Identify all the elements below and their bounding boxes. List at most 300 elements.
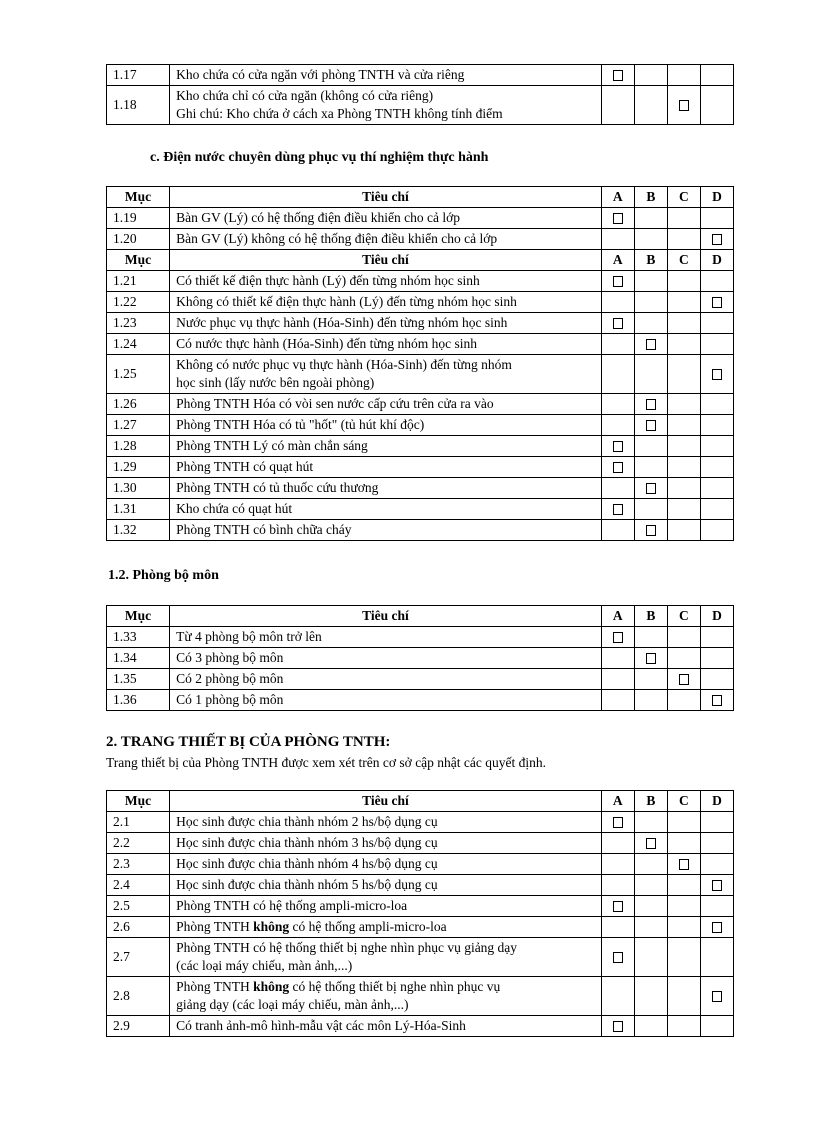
table-row — [107, 499, 734, 520]
mark-cell-a — [601, 478, 634, 499]
mark-cell-b — [634, 334, 667, 355]
criterion-line: Phòng TNTH Lý có màn chắn sáng — [176, 438, 368, 453]
table-header-row — [107, 250, 734, 271]
row-id: 2.3 — [107, 854, 170, 875]
criterion-line: Phòng TNTH Hóa có tủ "hốt" (tủ hút khí độc) — [176, 417, 425, 432]
row-criterion — [170, 334, 602, 355]
table-row — [107, 229, 734, 250]
mark-cell-d — [700, 499, 733, 520]
criterion-line: Kho chứa chỉ có cửa ngăn (không có cửa riêng) — [176, 88, 434, 103]
criterion-line: Có thiết kế điện thực hành (Lý) đến từng nhóm học sinh — [176, 273, 480, 288]
row-id: 1.36 — [107, 690, 170, 711]
mark-cell-a — [601, 292, 634, 313]
mark-cell-d — [700, 478, 733, 499]
criterion-line: Bàn GV (Lý) có hệ thống điện điều khiển cho cả lớp — [176, 210, 461, 225]
row-criterion — [170, 457, 602, 478]
criterion-line: Từ 4 phòng bộ môn trở lên — [176, 629, 322, 644]
mark-cell-d — [700, 394, 733, 415]
row-criterion — [170, 86, 602, 125]
header-muc: Mục — [107, 791, 170, 812]
mark-cell-c — [667, 271, 700, 292]
mark-cell-c — [667, 977, 700, 1016]
row-id: 1.21 — [107, 271, 170, 292]
mark-cell-a — [601, 394, 634, 415]
mark-cell-d — [700, 917, 733, 938]
mark-cell-c — [667, 1016, 700, 1037]
row-criterion — [170, 355, 602, 394]
header-c: C — [667, 606, 700, 627]
criterion-line: giảng dạy (các loại máy chiếu, màn ảnh,...) — [176, 997, 409, 1012]
mark-cell-a — [601, 896, 634, 917]
criterion-line: Phòng TNTH có tủ thuốc cứu thương — [176, 480, 379, 495]
mark-cell-b — [634, 229, 667, 250]
row-criterion — [170, 415, 602, 436]
mark-cell-c — [667, 627, 700, 648]
header-tieu-chi: Tiêu chí — [170, 187, 602, 208]
mark-cell-c — [667, 313, 700, 334]
mark-cell-d — [700, 355, 733, 394]
mark-cell-b — [634, 355, 667, 394]
table-row — [107, 896, 734, 917]
checkbox-icon[interactable] — [646, 525, 656, 536]
mark-cell-b — [634, 86, 667, 125]
header-d: D — [700, 187, 733, 208]
table-row — [107, 313, 734, 334]
table-row — [107, 917, 734, 938]
mark-cell-b — [634, 271, 667, 292]
checkbox-icon[interactable] — [613, 318, 623, 329]
table-row — [107, 875, 734, 896]
row-criterion — [170, 977, 602, 1016]
mark-cell-d — [700, 520, 733, 541]
mark-cell-a — [601, 648, 634, 669]
checkbox-icon[interactable] — [646, 420, 656, 431]
mark-cell-c — [667, 499, 700, 520]
table-row — [107, 415, 734, 436]
mark-cell-b — [634, 1016, 667, 1037]
criterion-line: Có 1 phòng bộ môn — [176, 692, 284, 707]
table-row — [107, 208, 734, 229]
mark-cell-d — [700, 436, 733, 457]
mark-cell-c — [667, 520, 700, 541]
checkbox-icon[interactable] — [712, 369, 722, 380]
mark-cell-d — [700, 229, 733, 250]
section-heading-2: 2. TRANG THIẾT BỊ CỦA PHÒNG TNTH: — [106, 734, 391, 750]
table-row — [107, 854, 734, 875]
mark-cell-c — [667, 457, 700, 478]
mark-cell-b — [634, 875, 667, 896]
header-d: D — [700, 606, 733, 627]
table-row — [107, 690, 734, 711]
mark-cell-d — [700, 875, 733, 896]
mark-cell-a — [601, 690, 634, 711]
mark-cell-d — [700, 648, 733, 669]
row-id: 1.27 — [107, 415, 170, 436]
mark-cell-b — [634, 415, 667, 436]
mark-cell-d — [700, 86, 733, 125]
mark-cell-a — [601, 977, 634, 1016]
mark-cell-d — [700, 938, 733, 977]
table-row — [107, 627, 734, 648]
table-row — [107, 86, 734, 125]
mark-cell-c — [667, 478, 700, 499]
criterion-line: Phòng TNTH có bình chữa cháy — [176, 522, 352, 537]
mark-cell-c — [667, 229, 700, 250]
table-row — [107, 355, 734, 394]
mark-cell-c — [667, 415, 700, 436]
mark-cell-b — [634, 292, 667, 313]
mark-cell-c — [667, 669, 700, 690]
mark-cell-d — [700, 313, 733, 334]
checkbox-icon[interactable] — [646, 339, 656, 350]
mark-cell-b — [634, 520, 667, 541]
mark-cell-d — [700, 271, 733, 292]
checkbox-icon[interactable] — [613, 952, 623, 963]
mark-cell-c — [667, 812, 700, 833]
row-criterion — [170, 478, 602, 499]
checkbox-icon[interactable] — [646, 483, 656, 494]
table-row — [107, 812, 734, 833]
row-criterion — [170, 627, 602, 648]
table-row — [107, 478, 734, 499]
mark-cell-b — [634, 648, 667, 669]
checkbox-icon[interactable] — [679, 100, 689, 111]
section-note: Trang thiết bị của Phòng TNTH được xem xét trên cơ sở cập nhật các quyết định. — [106, 755, 547, 770]
header-tieu-chi: Tiêu chí — [170, 606, 602, 627]
mark-cell-a — [601, 208, 634, 229]
checkbox-icon[interactable] — [712, 297, 722, 308]
mark-cell-b — [634, 394, 667, 415]
row-criterion — [170, 292, 602, 313]
mark-cell-c — [667, 436, 700, 457]
header-tieu-chi: Tiêu chí — [170, 791, 602, 812]
mark-cell-b — [634, 478, 667, 499]
header-b: B — [634, 250, 667, 271]
mark-cell-a — [601, 313, 634, 334]
mark-cell-d — [700, 669, 733, 690]
mark-cell-b — [634, 208, 667, 229]
header-a: A — [601, 606, 634, 627]
row-id: 1.35 — [107, 669, 170, 690]
criteria-table-3 — [106, 605, 734, 711]
table-row — [107, 436, 734, 457]
mark-cell-b — [634, 436, 667, 457]
table-row — [107, 271, 734, 292]
row-id: 1.17 — [107, 65, 170, 86]
table-row — [107, 457, 734, 478]
checkbox-icon[interactable] — [646, 838, 656, 849]
row-criterion — [170, 917, 602, 938]
criterion-line: Học sinh được chia thành nhóm 5 hs/bộ dụng cụ — [176, 877, 438, 892]
header-a: A — [601, 187, 634, 208]
row-id: 1.25 — [107, 355, 170, 394]
mark-cell-b — [634, 313, 667, 334]
table-header-row — [107, 187, 734, 208]
header-c: C — [667, 791, 700, 812]
mark-cell-a — [601, 627, 634, 648]
table-row — [107, 292, 734, 313]
mark-cell-b — [634, 854, 667, 875]
row-criterion — [170, 854, 602, 875]
header-b: B — [634, 791, 667, 812]
mark-cell-c — [667, 854, 700, 875]
mark-cell-c — [667, 355, 700, 394]
row-id: 1.29 — [107, 457, 170, 478]
section-heading-c: c. Điện nước chuyên dùng phục vụ thí nghiệm thực hành — [150, 150, 489, 165]
criteria-table-4 — [106, 790, 734, 1037]
row-id: 1.24 — [107, 334, 170, 355]
row-criterion — [170, 65, 602, 86]
row-criterion — [170, 499, 602, 520]
mark-cell-c — [667, 292, 700, 313]
row-id: 1.18 — [107, 86, 170, 125]
row-id: 1.32 — [107, 520, 170, 541]
row-criterion — [170, 394, 602, 415]
criterion-line: Học sinh được chia thành nhóm 3 hs/bộ dụng cụ — [176, 835, 438, 850]
header-a: A — [601, 791, 634, 812]
criterion-line: Có nước thực hành (Hóa-Sinh) đến từng nhóm học sinh — [176, 336, 478, 351]
criteria-table-2 — [106, 186, 734, 541]
mark-cell-d — [700, 627, 733, 648]
mark-cell-b — [634, 499, 667, 520]
mark-cell-b — [634, 812, 667, 833]
checkbox-icon[interactable] — [712, 991, 722, 1002]
checkbox-icon[interactable] — [613, 441, 623, 452]
mark-cell-a — [601, 355, 634, 394]
row-criterion — [170, 229, 602, 250]
checkbox-icon[interactable] — [613, 817, 623, 828]
checkbox-icon[interactable] — [646, 653, 656, 664]
checkbox-icon[interactable] — [613, 632, 623, 643]
mark-cell-d — [700, 208, 733, 229]
header-c: C — [667, 250, 700, 271]
mark-cell-d — [700, 65, 733, 86]
criterion-line: học sinh (lấy nước bên ngoài phòng) — [176, 375, 375, 390]
mark-cell-d — [700, 812, 733, 833]
mark-cell-c — [667, 875, 700, 896]
mark-cell-a — [601, 520, 634, 541]
row-id: 1.22 — [107, 292, 170, 313]
mark-cell-c — [667, 65, 700, 86]
table-row — [107, 334, 734, 355]
row-criterion — [170, 690, 602, 711]
mark-cell-b — [634, 690, 667, 711]
row-criterion — [170, 208, 602, 229]
checkbox-icon[interactable] — [613, 504, 623, 515]
mark-cell-c — [667, 690, 700, 711]
mark-cell-c — [667, 334, 700, 355]
row-id: 2.8 — [107, 977, 170, 1016]
header-c: C — [667, 187, 700, 208]
criterion-line: Có 3 phòng bộ môn — [176, 650, 284, 665]
header-a: A — [601, 250, 634, 271]
mark-cell-a — [601, 86, 634, 125]
row-criterion — [170, 313, 602, 334]
row-id: 1.19 — [107, 208, 170, 229]
mark-cell-a — [601, 499, 634, 520]
checkbox-icon[interactable] — [679, 859, 689, 870]
mark-cell-c — [667, 917, 700, 938]
mark-cell-b — [634, 938, 667, 977]
checkbox-icon[interactable] — [613, 462, 623, 473]
row-criterion — [170, 875, 602, 896]
mark-cell-a — [601, 457, 634, 478]
table-row — [107, 938, 734, 977]
criterion-line: Kho chứa có quạt hút — [176, 501, 293, 516]
row-criterion — [170, 436, 602, 457]
row-id: 2.7 — [107, 938, 170, 977]
checkbox-icon[interactable] — [712, 922, 722, 933]
mark-cell-a — [601, 938, 634, 977]
criterion-line: (các loại máy chiếu, màn ảnh,...) — [176, 958, 353, 973]
criteria-table-1 — [106, 64, 734, 125]
mark-cell-a — [601, 334, 634, 355]
checkbox-icon[interactable] — [646, 399, 656, 410]
mark-cell-a — [601, 65, 634, 86]
checkbox-icon[interactable] — [613, 276, 623, 287]
mark-cell-b — [634, 457, 667, 478]
mark-cell-b — [634, 627, 667, 648]
mark-cell-c — [667, 208, 700, 229]
row-criterion — [170, 669, 602, 690]
mark-cell-d — [700, 833, 733, 854]
criterion-line: Học sinh được chia thành nhóm 2 hs/bộ dụng cụ — [176, 814, 438, 829]
mark-cell-a — [601, 812, 634, 833]
table-row — [107, 669, 734, 690]
row-id: 1.28 — [107, 436, 170, 457]
criterion-line: Phòng TNTH có quạt hút — [176, 459, 314, 474]
table-row — [107, 833, 734, 854]
mark-cell-d — [700, 854, 733, 875]
table-row — [107, 648, 734, 669]
table-row — [107, 65, 734, 86]
row-id: 2.6 — [107, 917, 170, 938]
table-header-row — [107, 606, 734, 627]
header-b: B — [634, 187, 667, 208]
mark-cell-a — [601, 875, 634, 896]
row-id: 1.20 — [107, 229, 170, 250]
checkbox-icon[interactable] — [613, 70, 623, 81]
criterion-line: Phòng TNTH có hệ thống thiết bị nghe nhìn phục vụ giảng dạy — [176, 940, 518, 955]
header-muc: Mục — [107, 250, 170, 271]
mark-cell-a — [601, 229, 634, 250]
mark-cell-b — [634, 896, 667, 917]
row-criterion — [170, 271, 602, 292]
row-id: 1.31 — [107, 499, 170, 520]
mark-cell-c — [667, 394, 700, 415]
mark-cell-a — [601, 854, 634, 875]
row-id: 1.26 — [107, 394, 170, 415]
row-criterion — [170, 938, 602, 977]
row-id: 2.9 — [107, 1016, 170, 1037]
criterion-line: Phòng TNTH có hệ thống ampli-micro-loa — [176, 898, 408, 913]
checkbox-icon[interactable] — [613, 901, 623, 912]
mark-cell-d — [700, 457, 733, 478]
row-id: 1.33 — [107, 627, 170, 648]
criterion-line: Phòng TNTH Hóa có vòi sen nước cấp cứu trên cửa ra vào — [176, 396, 494, 411]
mark-cell-c — [667, 896, 700, 917]
criterion-line: Kho chứa có cửa ngăn với phòng TNTH và cửa riêng — [176, 67, 465, 82]
mark-cell-d — [700, 690, 733, 711]
criterion-line: Nước phục vụ thực hành (Hóa-Sinh) đến từng nhóm học sinh — [176, 315, 508, 330]
checkbox-icon[interactable] — [613, 213, 623, 224]
criterion-line: Bàn GV (Lý) không có hệ thống điện điều khiển cho cả lớp — [176, 231, 498, 246]
checkbox-icon[interactable] — [712, 234, 722, 245]
criterion-line: Ghi chú: Kho chứa ở cách xa Phòng TNTH không tính điểm — [176, 106, 503, 121]
mark-cell-a — [601, 833, 634, 854]
criterion-line: Có 2 phòng bộ môn — [176, 671, 284, 686]
row-criterion — [170, 896, 602, 917]
table-row — [107, 520, 734, 541]
mark-cell-c — [667, 648, 700, 669]
row-criterion — [170, 833, 602, 854]
criterion-line: Phòng TNTH không có hệ thống thiết bị nghe nhìn phục vụ — [176, 979, 501, 994]
mark-cell-d — [700, 977, 733, 1016]
header-muc: Mục — [107, 187, 170, 208]
mark-cell-a — [601, 917, 634, 938]
section-heading-1-2: 1.2. Phòng bộ môn — [108, 568, 219, 583]
checkbox-icon[interactable] — [613, 1021, 623, 1032]
criterion-line: Không có thiết kế điện thực hành (Lý) đến từng nhóm học sinh — [176, 294, 517, 309]
row-id: 1.34 — [107, 648, 170, 669]
row-criterion — [170, 520, 602, 541]
header-b: B — [634, 606, 667, 627]
row-id: 1.30 — [107, 478, 170, 499]
row-id: 2.1 — [107, 812, 170, 833]
row-id: 2.4 — [107, 875, 170, 896]
mark-cell-a — [601, 669, 634, 690]
mark-cell-d — [700, 896, 733, 917]
row-id: 2.5 — [107, 896, 170, 917]
row-id: 1.23 — [107, 313, 170, 334]
checkbox-icon[interactable] — [679, 674, 689, 685]
row-id: 2.2 — [107, 833, 170, 854]
mark-cell-a — [601, 415, 634, 436]
mark-cell-b — [634, 669, 667, 690]
header-muc: Mục — [107, 606, 170, 627]
mark-cell-a — [601, 436, 634, 457]
header-tieu-chi: Tiêu chí — [170, 250, 602, 271]
mark-cell-b — [634, 977, 667, 1016]
mark-cell-c — [667, 938, 700, 977]
mark-cell-d — [700, 292, 733, 313]
table-row — [107, 977, 734, 1016]
row-criterion — [170, 812, 602, 833]
mark-cell-b — [634, 65, 667, 86]
criterion-line: Phòng TNTH không có hệ thống ampli-micro-loa — [176, 919, 447, 934]
mark-cell-b — [634, 917, 667, 938]
header-d: D — [700, 791, 733, 812]
table-header-row — [107, 791, 734, 812]
criterion-line: Không có nước phục vụ thực hành (Hóa-Sinh) đến từng nhóm — [176, 357, 512, 372]
criterion-line: Học sinh được chia thành nhóm 4 hs/bộ dụng cụ — [176, 856, 438, 871]
mark-cell-c — [667, 833, 700, 854]
mark-cell-d — [700, 415, 733, 436]
mark-cell-d — [700, 334, 733, 355]
header-d: D — [700, 250, 733, 271]
row-criterion — [170, 1016, 602, 1037]
table-row — [107, 1016, 734, 1037]
criterion-line: Có tranh ảnh-mô hình-mẫu vật các môn Lý-Hóa-Sinh — [176, 1018, 466, 1033]
mark-cell-a — [601, 271, 634, 292]
table-row — [107, 394, 734, 415]
mark-cell-c — [667, 86, 700, 125]
mark-cell-d — [700, 1016, 733, 1037]
checkbox-icon[interactable] — [712, 880, 722, 891]
mark-cell-b — [634, 833, 667, 854]
checkbox-icon[interactable] — [712, 695, 722, 706]
row-criterion — [170, 648, 602, 669]
